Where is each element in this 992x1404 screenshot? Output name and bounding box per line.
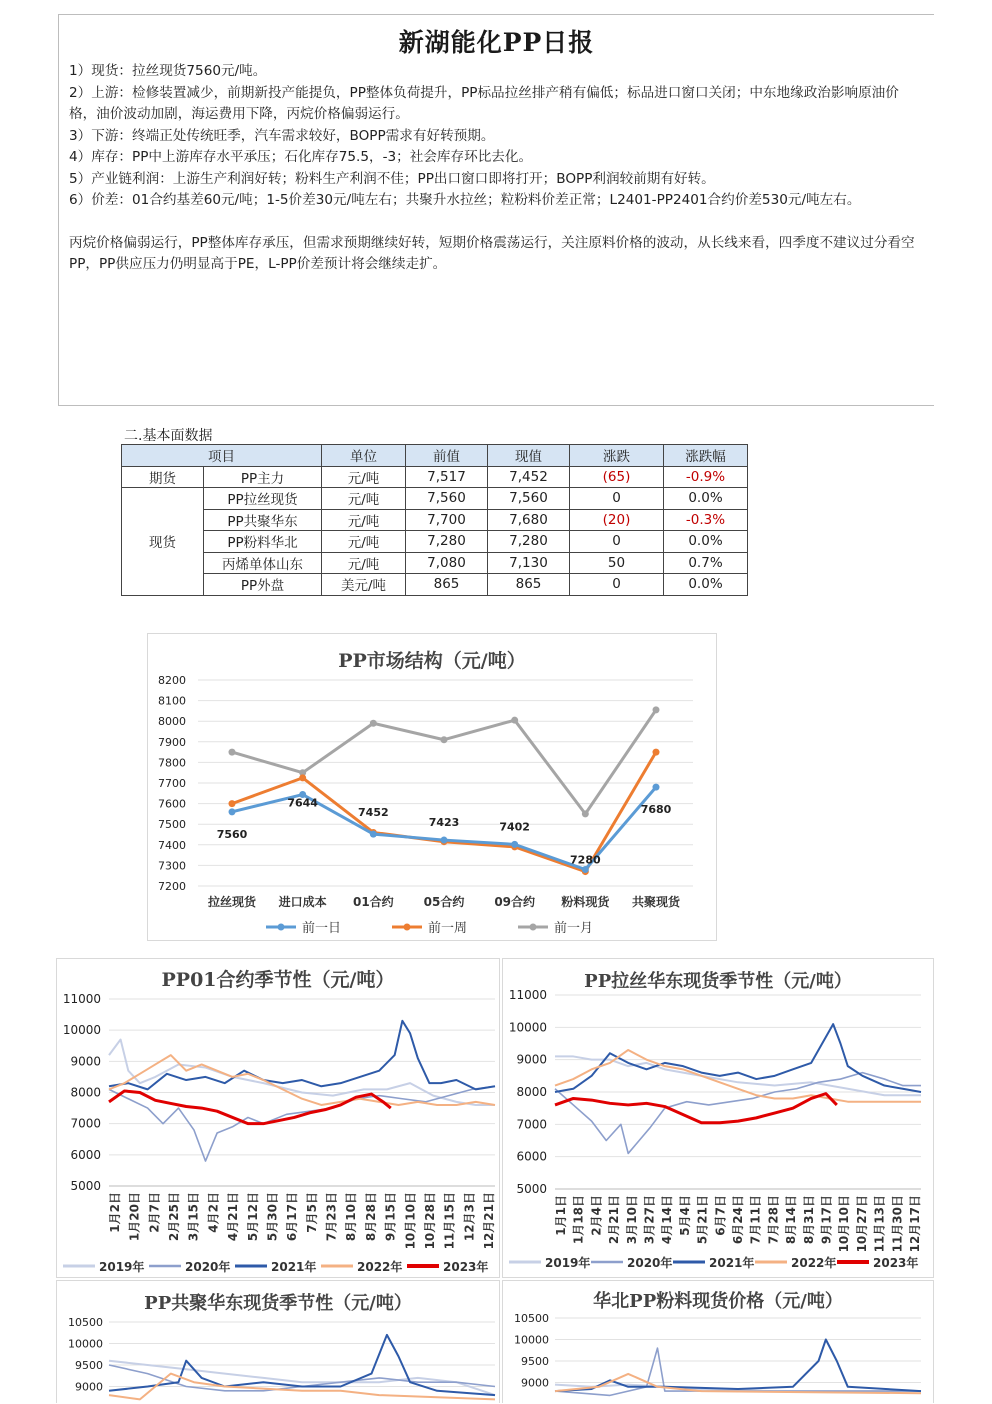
- row-pct: 0.0%: [664, 531, 748, 553]
- row-prev: 7,560: [406, 488, 488, 510]
- x-tick-label: 09合约: [494, 895, 536, 909]
- x-tick-label: 8月14日: [784, 1195, 799, 1245]
- y-tick-label: 8200: [158, 674, 186, 687]
- x-tick-label: 4月2日: [206, 1192, 221, 1233]
- report-line-upstream: 2）上游：检修装置减少，前期新投产能提负，PP整体负荷提升，PP标品拉丝排产稍有偏低；标品进口窗口关闭；中东地缘政治影响原油价格，油价波动加剧，海运费用下降，丙烷价格偏弱运行。: [69, 84, 899, 122]
- x-tick-label: 12月17日: [908, 1195, 922, 1253]
- y-tick-label: 10000: [68, 1337, 103, 1351]
- row-item: PP共聚华东: [204, 509, 322, 531]
- x-tick-label: 6月24日: [731, 1195, 745, 1245]
- legend-label: 2019年: [545, 1256, 591, 1270]
- legend-label: 2023年: [443, 1260, 489, 1274]
- market-structure-title: PP市场结构（元/吨）: [338, 650, 526, 672]
- row-item: PP外盘: [204, 574, 322, 596]
- series-line-2020年: [555, 1073, 921, 1154]
- x-tick-label: 10月27日: [854, 1195, 869, 1253]
- x-tick-label: 5月30日: [265, 1192, 280, 1242]
- row-unit: 元/吨: [322, 552, 406, 574]
- report-line-inventory: 4）库存：PP中上游库存水平承压；石化库存75.5，-3；社会库存环比去化。: [69, 149, 533, 165]
- table-row: [122, 488, 748, 510]
- fundamentals-section-title: 二.基本面数据: [124, 428, 213, 444]
- table-header-row: [122, 445, 748, 467]
- row-curr: 7,130: [488, 552, 570, 574]
- pp01-seasonality-title: PP01合约季节性（元/吨）: [161, 969, 395, 991]
- x-tick-label: 11月15日: [442, 1192, 457, 1250]
- row-pct: 0.0%: [664, 574, 748, 596]
- report-panel: [58, 14, 934, 406]
- row-prev: 7,700: [406, 509, 488, 531]
- y-tick-label: 7400: [158, 838, 186, 852]
- data-label: 7452: [358, 806, 389, 820]
- y-tick-label: 5000: [516, 1182, 547, 1196]
- y-tick-label: 8000: [158, 715, 186, 729]
- y-tick-label: 9000: [516, 1052, 547, 1067]
- data-point: [370, 720, 377, 727]
- y-tick-label: 5000: [70, 1179, 101, 1193]
- x-tick-label: 12月3日: [462, 1192, 477, 1242]
- report-line-downstream: 3）下游：终端正处传统旺季，汽车需求较好，BOPP需求有好转预期。: [69, 127, 495, 144]
- x-tick-label: 进口成本: [278, 895, 327, 909]
- row-prev: 7,280: [406, 531, 488, 553]
- series-line-2022年: [555, 1050, 921, 1102]
- row-chg: 0: [570, 488, 664, 510]
- data-label: 7402: [499, 820, 530, 834]
- legend-label: 前一日: [302, 921, 342, 936]
- y-tick-label: 7200: [158, 880, 186, 893]
- row-item: PP粉料华北: [204, 531, 322, 553]
- group-spot: 现货: [122, 488, 204, 596]
- row-curr: 7,560: [488, 488, 570, 510]
- pp-drawing-seasonality-title: PP拉丝华东现货季节性（元/吨）: [584, 971, 852, 992]
- row-curr: 7,452: [488, 466, 570, 488]
- y-tick-label: 7500: [158, 818, 186, 832]
- x-tick-label: 05合约: [423, 895, 465, 909]
- data-point: [653, 749, 660, 756]
- y-tick-label: 8000: [70, 1085, 101, 1100]
- market-structure-plot: [148, 634, 716, 940]
- y-tick-label: 7700: [158, 777, 186, 790]
- x-tick-label: 粉料现货: [561, 895, 610, 909]
- legend-label: 2021年: [271, 1260, 317, 1274]
- y-tick-label: 9000: [75, 1380, 103, 1394]
- x-tick-label: 5月4日: [677, 1195, 692, 1236]
- x-tick-label: 12月21日: [482, 1192, 496, 1250]
- row-curr: 7,280: [488, 531, 570, 553]
- x-tick-label: 3月10日: [624, 1195, 639, 1245]
- x-tick-label: 10月10日: [837, 1195, 852, 1253]
- x-tick-label: 3月27日: [642, 1195, 657, 1245]
- legend-label: 2020年: [627, 1256, 673, 1270]
- row-unit: 元/吨: [322, 488, 406, 510]
- row-curr: 865: [488, 574, 570, 596]
- table-row: [122, 509, 748, 531]
- series-line-2019年: [109, 1040, 495, 1105]
- row-pct: 0.7%: [664, 552, 748, 574]
- header-chg: 涨跌: [570, 445, 664, 467]
- table-row: [122, 466, 748, 488]
- y-tick-label: 9500: [75, 1359, 103, 1372]
- x-tick-label: 10月10日: [403, 1192, 418, 1250]
- data-point: [441, 736, 448, 743]
- row-prev: 7,080: [406, 552, 488, 574]
- pp-copolymer-title: PP共聚华东现货季节性（元/吨）: [144, 1293, 412, 1314]
- pp-copolymer-plot: [57, 1281, 499, 1404]
- y-tick-label: 8000: [516, 1085, 547, 1099]
- row-chg: (20): [570, 509, 664, 531]
- data-label: 7680: [640, 803, 672, 817]
- y-tick-label: 6000: [70, 1147, 101, 1162]
- data-point: [511, 841, 518, 848]
- legend-label: 2019年: [99, 1260, 145, 1274]
- pp01-seasonality-chart: [56, 958, 500, 1278]
- y-tick-label: 8100: [158, 694, 186, 708]
- x-tick-label: 3月15日: [186, 1192, 201, 1242]
- y-tick-label: 10500: [68, 1316, 103, 1329]
- legend-marker: [278, 924, 285, 931]
- pp-powder-title: 华北PP粉料现货价格（元/吨）: [593, 1291, 843, 1312]
- header-pct: 涨跌幅: [664, 445, 748, 467]
- data-point: [511, 717, 518, 724]
- row-item: 丙烯单体山东: [204, 552, 322, 574]
- x-tick-label: 7月28日: [766, 1195, 781, 1245]
- report-line-spread: 6）价差：01合约基差60元/吨；1-5价差30元/吨左右；共聚升水拉丝；粒粉料价差正常；L2401-PP2401合约价差530元/吨左右。: [69, 192, 861, 208]
- y-tick-label: 7000: [70, 1116, 101, 1131]
- data-point: [653, 706, 660, 713]
- y-tick-label: 6000: [516, 1149, 547, 1164]
- x-tick-label: 7月5日: [304, 1192, 319, 1233]
- x-tick-label: 6月17日: [285, 1192, 300, 1242]
- row-pct: -0.3%: [664, 509, 748, 531]
- x-tick-label: 5月12日: [245, 1192, 260, 1242]
- pp-drawing-seasonality-plot: [503, 959, 933, 1277]
- report-summary: 丙烷价格偏弱运行，PP整体库存承压，但需求预期继续好转，短期价格震荡运行，关注原料价格的波动，从长线来看，四季度不建议过分看空PP，PP供应压力仍明显高于PE，L-PP价差预计将会继续走扩。: [69, 234, 915, 272]
- y-tick-label: 9000: [70, 1054, 101, 1069]
- row-prev: 865: [406, 574, 488, 596]
- row-prev: 7,517: [406, 466, 488, 488]
- legend-label: 2022年: [791, 1256, 837, 1270]
- x-tick-label: 共聚现货: [631, 895, 681, 909]
- x-tick-label: 1月20日: [127, 1192, 142, 1242]
- data-point: [229, 749, 236, 756]
- row-unit: 美元/吨: [322, 574, 406, 596]
- legend-label: 2021年: [709, 1256, 755, 1270]
- data-point: [299, 774, 306, 781]
- pp-drawing-seasonality-chart: [502, 958, 934, 1278]
- x-tick-label: 7月23日: [324, 1192, 339, 1242]
- x-tick-label: 1月18日: [571, 1195, 586, 1245]
- header-prev: 前值: [406, 445, 488, 467]
- x-tick-label: 7月11日: [748, 1195, 763, 1245]
- x-tick-label: 9月15日: [383, 1192, 398, 1242]
- data-point: [229, 800, 236, 807]
- x-tick-label: 5月21日: [695, 1195, 710, 1245]
- legend-label: 2023年: [873, 1256, 919, 1270]
- report-title: 新湖能化PP日报: [398, 28, 595, 57]
- report-line-profit: 5）产业链利润：上游生产利润好转；粉料生产利润不佳；PP出口窗口即将打开；BOPP利润较前期有好转。: [69, 170, 715, 187]
- data-point: [582, 866, 589, 873]
- x-tick-label: 2月21日: [607, 1195, 622, 1245]
- x-tick-label: 拉丝现货: [207, 895, 257, 909]
- row-chg: 50: [570, 552, 664, 574]
- data-point: [370, 831, 377, 838]
- y-tick-label: 11000: [62, 992, 101, 1006]
- header-curr: 现值: [488, 445, 570, 467]
- x-tick-label: 2月7日: [147, 1192, 162, 1233]
- fundamentals-table: [121, 444, 748, 596]
- data-label: 7644: [287, 796, 318, 810]
- row-pct: -0.9%: [664, 466, 748, 488]
- row-unit: 元/吨: [322, 466, 406, 488]
- legend-label: 2022年: [357, 1260, 403, 1274]
- legend-marker: [404, 924, 411, 931]
- x-tick-label: 11月30日: [890, 1195, 905, 1253]
- table-row: [122, 552, 748, 574]
- x-tick-label: 9月17日: [819, 1195, 834, 1245]
- x-tick-label: 2月25日: [167, 1192, 182, 1242]
- row-curr: 7,680: [488, 509, 570, 531]
- x-tick-label: 01合约: [352, 895, 394, 909]
- legend-marker: [530, 924, 537, 931]
- x-tick-label: 6月7日: [713, 1195, 728, 1236]
- pp-powder-chart: [502, 1280, 934, 1403]
- data-label: 7560: [216, 827, 248, 841]
- y-tick-label: 10000: [514, 1333, 549, 1347]
- data-point: [229, 808, 236, 815]
- y-tick-label: 7600: [158, 797, 186, 811]
- table-row: [122, 574, 748, 596]
- x-tick-label: 8月31日: [801, 1195, 816, 1245]
- x-tick-label: 4月21日: [226, 1192, 241, 1242]
- header-item: 项目: [122, 445, 322, 467]
- x-tick-label: 8月10日: [344, 1192, 359, 1242]
- y-tick-label: 11000: [508, 988, 547, 1002]
- y-tick-label: 10500: [514, 1312, 549, 1325]
- legend-label: 前一月: [554, 921, 594, 936]
- x-tick-label: 10月28日: [422, 1192, 437, 1250]
- legend-label: 前一周: [428, 921, 468, 936]
- y-tick-label: 9000: [521, 1376, 549, 1390]
- pp-copolymer-chart: [56, 1280, 500, 1403]
- y-tick-label: 7000: [516, 1117, 547, 1132]
- row-unit: 元/吨: [322, 531, 406, 553]
- data-point: [441, 837, 448, 844]
- pp-powder-plot: [503, 1281, 933, 1404]
- market-structure-chart: [147, 633, 717, 941]
- row-pct: 0.0%: [664, 488, 748, 510]
- group-futures: 期货: [122, 466, 204, 488]
- row-chg: 0: [570, 531, 664, 553]
- y-tick-label: 9500: [521, 1355, 549, 1368]
- x-tick-label: 2月4日: [589, 1195, 604, 1236]
- data-label: 7423: [428, 816, 460, 830]
- x-tick-label: 1月2日: [108, 1192, 122, 1233]
- x-tick-label: 11月13日: [872, 1195, 887, 1253]
- legend-label: 2020年: [185, 1260, 231, 1274]
- table-row: [122, 531, 748, 553]
- y-tick-label: 10000: [508, 1020, 547, 1035]
- report-line-spot: 1）现货：拉丝现货7560元/吨。: [69, 63, 267, 79]
- data-point: [653, 784, 660, 791]
- report-body: [69, 61, 920, 276]
- y-tick-label: 7900: [158, 735, 186, 749]
- y-tick-label: 7800: [158, 756, 186, 770]
- pp01-seasonality-plot: [57, 959, 499, 1277]
- x-tick-label: 4月14日: [660, 1195, 675, 1245]
- data-point: [582, 810, 589, 817]
- y-tick-label: 10000: [62, 1023, 101, 1038]
- row-chg: 0: [570, 574, 664, 596]
- row-item: PP拉丝现货: [204, 488, 322, 510]
- x-tick-label: 8月28日: [363, 1192, 378, 1242]
- y-tick-label: 7300: [158, 859, 186, 873]
- data-label: 7280: [570, 853, 601, 867]
- row-item: PP主力: [204, 466, 322, 488]
- row-chg: (65): [570, 466, 664, 488]
- row-unit: 元/吨: [322, 509, 406, 531]
- series-line: [555, 1340, 921, 1392]
- header-unit: 单位: [322, 445, 406, 467]
- x-tick-label: 1月1日: [554, 1195, 568, 1236]
- series-line-2021年: [109, 1021, 495, 1090]
